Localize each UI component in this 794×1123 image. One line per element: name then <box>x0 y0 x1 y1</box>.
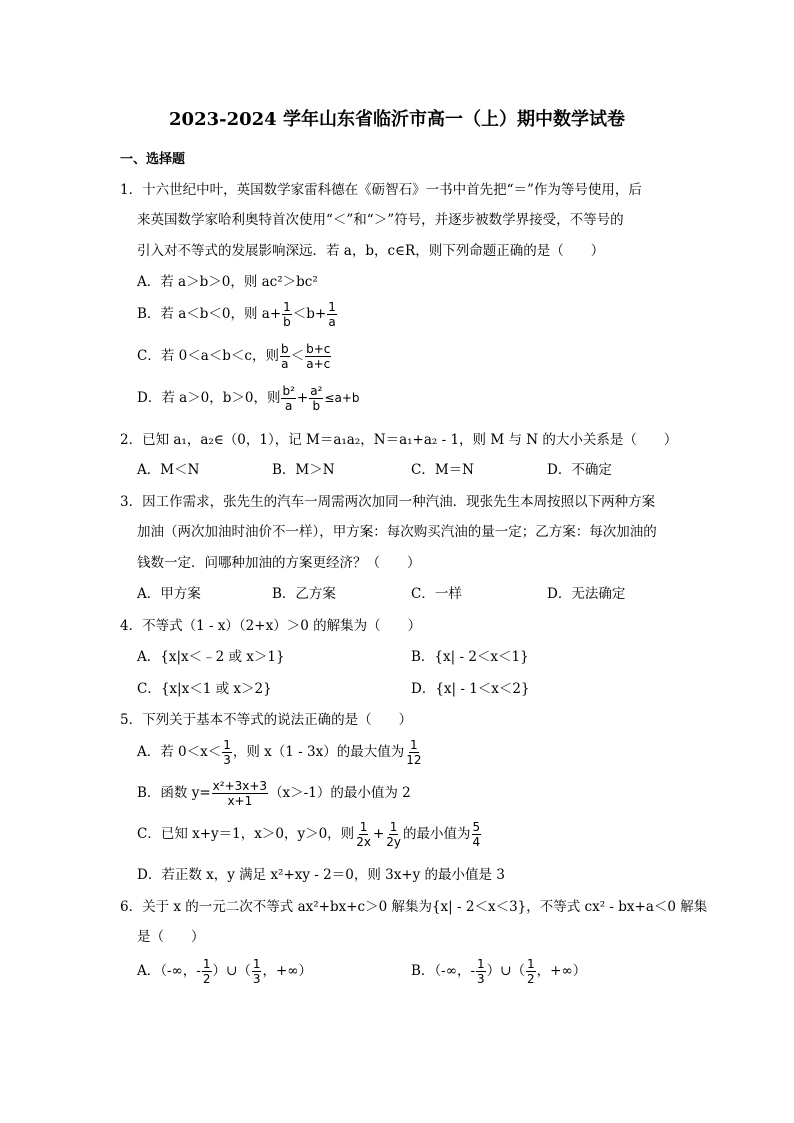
fraction <box>281 384 295 413</box>
denominator: a <box>328 315 336 329</box>
denominator: b <box>283 315 291 329</box>
section-heading: 一、选择题 <box>120 152 186 167</box>
q3-option-d: D．无法确定 <box>547 586 626 602</box>
numerator: x²+3x+3 <box>212 779 268 793</box>
numerator: b+c <box>306 342 331 356</box>
q5-a-mid: ，则 x（1 - 3x）的最大值为 <box>232 744 405 760</box>
denominator: 12 <box>406 753 422 767</box>
denominator: 3 <box>223 753 231 767</box>
fraction <box>222 738 232 767</box>
q1-b-mid: ＜b+ <box>292 306 327 322</box>
denominator: 3 <box>252 972 261 986</box>
fraction <box>526 957 536 986</box>
q4-option-c: C．{x|x＜1 或 x＞2} <box>137 681 272 697</box>
q4-option-d: D．{x| - 1＜x＜2} <box>411 681 530 697</box>
fraction <box>282 300 292 329</box>
q3-line1: 3．因工作需求，张先生的汽车一周需两次加同一种汽油．现张先生本周按照以下两种方案 <box>120 494 656 510</box>
q6-line2: 是（ ） <box>137 929 205 945</box>
q1-option-b <box>137 300 338 329</box>
fraction <box>355 820 372 849</box>
numerator: 1 <box>527 957 535 971</box>
q2-stem: 2．已知 a₁，a₂∈（0，1），记 M＝a₁a₂，N＝a₁+a₂ - 1，则 M 与 N 的大小关系是（ ） <box>120 432 678 448</box>
q6-a-pre: A．（-∞，- <box>137 963 201 979</box>
q6-b-pre: B．（-∞，- <box>411 963 476 979</box>
denominator: a+c <box>306 357 331 371</box>
q5-c-pre: C．已知 x+y＝1，x＞0，y＞0，则 <box>137 826 355 842</box>
q4-stem: 4．不等式（1 - x）（2+x）＞0 的解集为（ ） <box>120 618 422 634</box>
q1-line3: 引入对不等式的发展影响深远．若 a，b，c∈R，则下列命题正确的是（ ） <box>137 243 605 259</box>
numerator: 1 <box>410 738 418 752</box>
q1-d-pre: D．若 a＞0，b＞0，则 <box>137 390 281 406</box>
q5-stem: 5．下列关于基本不等式的说法正确的是（ ） <box>120 712 413 728</box>
numerator: 1 <box>223 738 231 752</box>
q5-b-pre: B．函数 y= <box>137 785 211 801</box>
fraction <box>405 738 422 767</box>
numerator: 1 <box>202 957 211 971</box>
fraction <box>472 820 482 849</box>
q5-option-b <box>137 779 411 808</box>
q5-c-mid2: 的最小值为 <box>403 826 471 842</box>
denominator: b <box>312 399 321 413</box>
denominator: 4 <box>472 835 481 849</box>
numerator: 1 <box>359 820 368 834</box>
denominator: 2 <box>527 972 535 986</box>
fraction <box>309 384 323 413</box>
q3-option-c: C．一样 <box>411 586 462 602</box>
denominator: 2 <box>202 972 211 986</box>
q5-c-mid: + <box>372 826 385 842</box>
q2-option-d: D．不确定 <box>547 462 612 478</box>
fraction <box>212 779 268 808</box>
fraction <box>280 342 290 371</box>
q1-b-pre: B．若 a＜b＜0，则 a+ <box>137 306 282 322</box>
q1-d-post: ≤a+b <box>324 391 360 405</box>
q6-a-post: ，+∞） <box>262 963 313 979</box>
q6-option-b <box>411 957 586 986</box>
q5-b-post: （x＞-1）的最小值为 2 <box>269 785 411 801</box>
denominator: a <box>281 357 289 371</box>
q5-option-c <box>137 820 482 849</box>
q3-option-a: A．甲方案 <box>137 586 201 602</box>
q1-d-mid: + <box>296 390 309 406</box>
q1-option-a: A．若 a＞b＞0，则 ac²＞bc² <box>137 274 318 290</box>
numerator: a² <box>310 384 323 398</box>
numerator: b <box>280 342 289 356</box>
q4-option-b: B．{x| - 2＜x＜1} <box>411 649 529 665</box>
page-title: 2023-2024 学年山东省临沂市高一（上）期中数学试卷 <box>169 109 625 130</box>
q2-option-c: C．M＝N <box>411 462 474 478</box>
q1-line1: 1．十六世纪中叶，英国数学家雷科德在《砺智石》一书中首先把“＝”作为等号使用，后 <box>120 182 642 198</box>
fraction <box>385 820 402 849</box>
q6-b-post: ，+∞） <box>536 963 587 979</box>
q6-a-mid: ）∪（ <box>212 963 251 979</box>
fraction <box>476 957 486 986</box>
numerator: 1 <box>389 820 398 834</box>
q1-line2: 来英国数学家哈利奥特首次使用“＜”和“＞”符号，并逐步被数学界接受，不等号的 <box>137 212 624 228</box>
denominator: x+1 <box>227 794 253 808</box>
q6-b-mid: ）∪（ <box>486 963 525 979</box>
denominator: 2x <box>356 835 371 849</box>
q1-c-mid: ＜ <box>290 348 305 364</box>
q6-line1: 6．关于 x 的一元二次不等式 ax²+bx+c＞0 解集为{x| - 2＜x＜3}，不等式 cx² - bx+a＜0 解集 <box>120 899 708 915</box>
numerator: 1 <box>328 300 336 314</box>
q3-line2: 加油（两次加油时油价不一样），甲方案：每次购买汽油的量一定；乙方案：每次加油的 <box>137 524 657 540</box>
fraction <box>305 342 331 371</box>
q3-option-b: B．乙方案 <box>272 586 336 602</box>
denominator: 3 <box>477 972 485 986</box>
q2-option-a: A．M＜N <box>137 462 200 478</box>
numerator: b² <box>282 384 295 398</box>
denominator: a <box>285 399 293 413</box>
q4-option-a: A．{x|x＜﹣2 或 x＞1} <box>137 649 285 665</box>
q1-option-c <box>137 342 332 371</box>
numerator: 5 <box>472 820 481 834</box>
q6-option-a <box>137 957 312 986</box>
fraction <box>252 957 262 986</box>
numerator: 1 <box>252 957 261 971</box>
numerator: 1 <box>283 300 291 314</box>
fraction <box>202 957 212 986</box>
q1-c-pre: C．若 0＜a＜b＜c，则 <box>137 348 279 364</box>
q5-option-a <box>137 738 424 767</box>
q5-a-pre: A．若 0＜x＜ <box>137 744 222 760</box>
q3-line3: 钱数一定．问哪种加油的方案更经济？（ ） <box>137 555 421 571</box>
q5-option-d: D．若正数 x，y 满足 x²+xy - 2＝0，则 3x+y 的最小值是 3 <box>137 867 505 883</box>
fraction <box>327 300 337 329</box>
q2-option-b: B．M＞N <box>272 462 335 478</box>
numerator: 1 <box>477 957 485 971</box>
denominator: 2y <box>386 835 401 849</box>
q1-option-d <box>137 384 360 413</box>
